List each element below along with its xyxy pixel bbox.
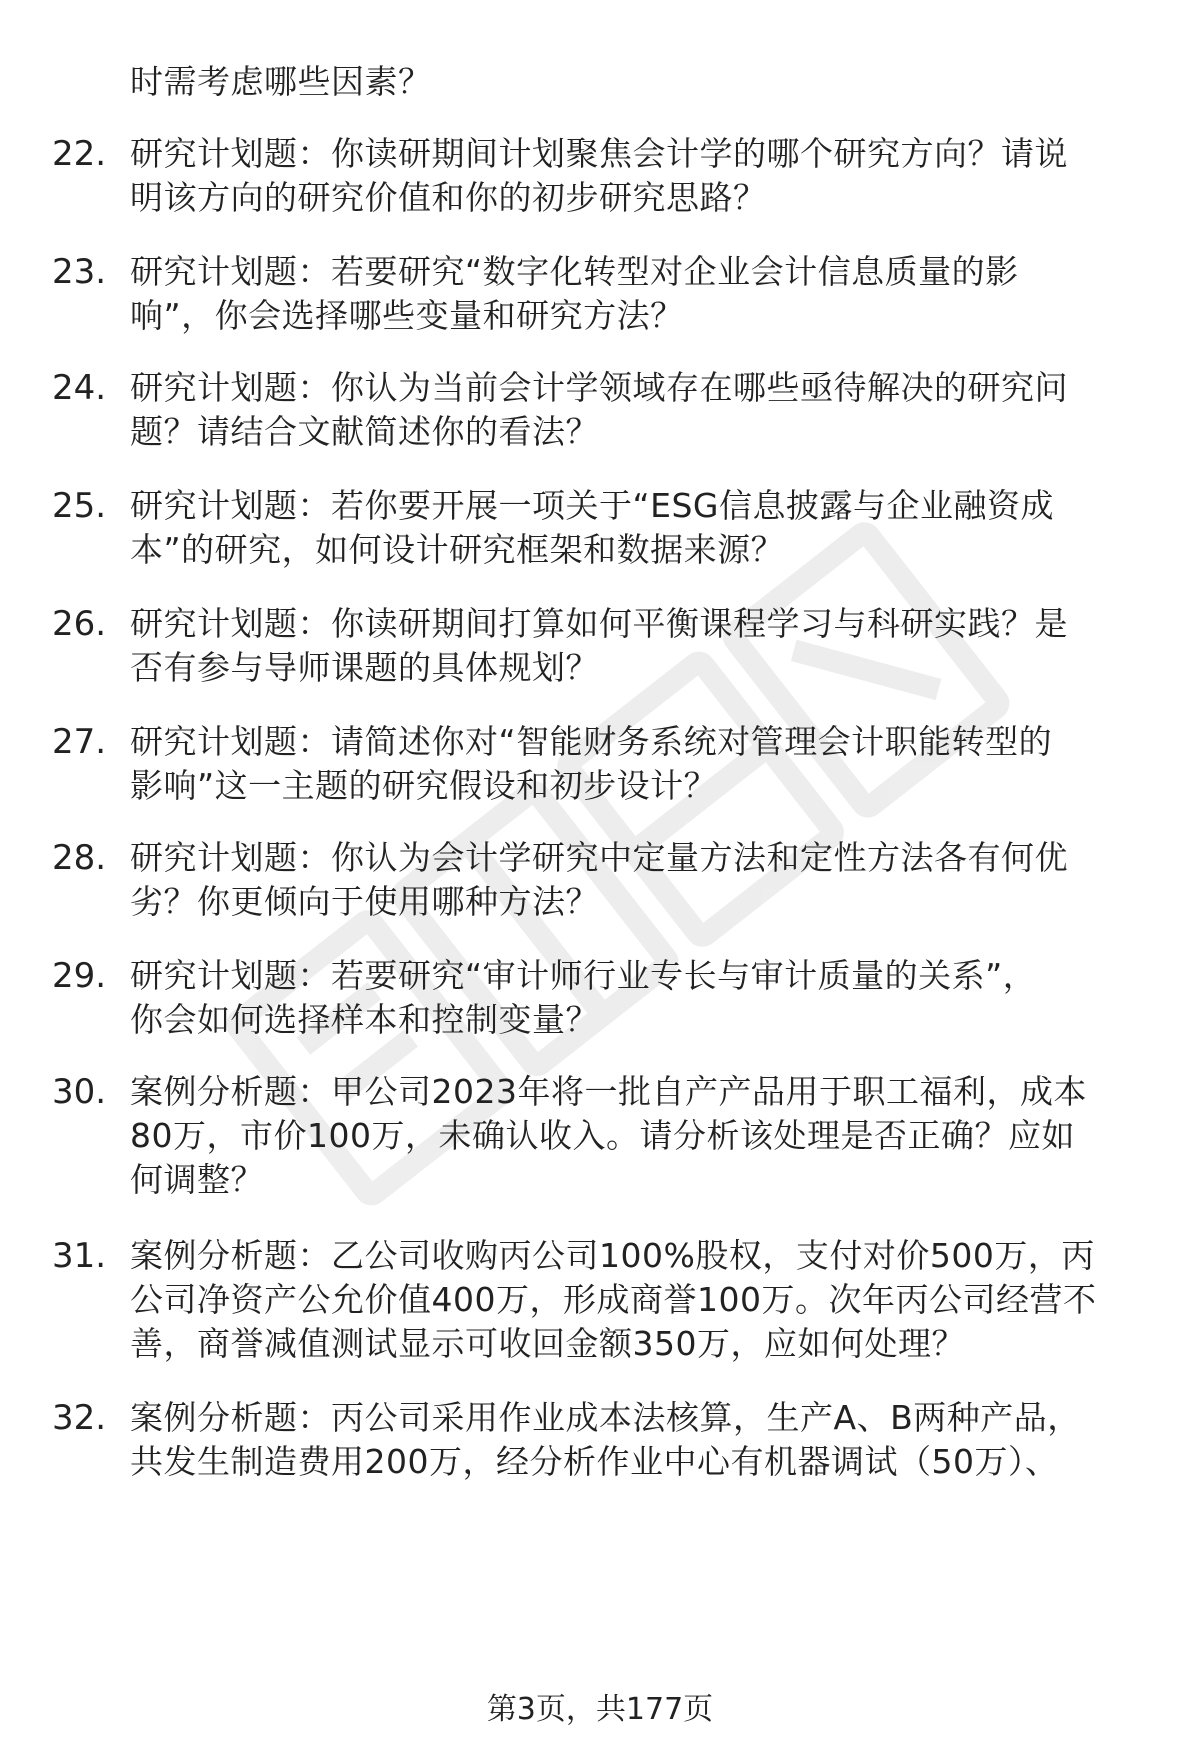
question-number: 32. (52, 1398, 107, 1438)
question-text-line: 劣？你更倾向于使用哪种方法？ (130, 882, 599, 921)
question-text-line: 研究计划题：请简述你对“智能财务系统对管理会计职能转型的 (130, 722, 1053, 761)
question-text-line: 研究计划题：若你要开展一项关于“ESG信息披露与企业融资成 (130, 486, 1054, 525)
question-number: 27. (52, 722, 107, 762)
question-number: 28. (52, 838, 107, 878)
question-number: 30. (52, 1072, 107, 1112)
question-text-line: 善，商誉减值测试显示可收回金额350万，应如何处理？ (130, 1324, 965, 1363)
question-text-line: 80万，市价100万，未确认收入。请分析该处理是否正确？应如 (130, 1116, 1075, 1155)
question-number: 29. (52, 956, 107, 996)
question-number: 31. (52, 1236, 107, 1276)
question-number: 23. (52, 252, 107, 292)
question-text-line: 你会如何选择样本和控制变量？ (130, 1000, 599, 1039)
question-text-line: 影响”这一主题的研究假设和初步设计？ (130, 766, 718, 805)
question-text-line: 研究计划题：若要研究“数字化转型对企业会计信息质量的影 (130, 252, 1019, 291)
question-text-line: 响”，你会选择哪些变量和研究方法？ (130, 296, 684, 335)
question-text-line: 时需考虑哪些因素？ (130, 62, 432, 101)
question-number: 25. (52, 486, 107, 526)
question-text-line: 案例分析题：甲公司2023年将一批自产产品用于职工福利，成本 (130, 1072, 1087, 1111)
question-text-line: 题？请结合文献简述你的看法？ (130, 412, 599, 451)
question-text-line: 研究计划题：你读研期间打算如何平衡课程学习与科研实践？是 (130, 604, 1068, 643)
question-text-line: 研究计划题：你认为当前会计学领域存在哪些亟待解决的研究问 (130, 368, 1068, 407)
question-text-line: 案例分析题：乙公司收购丙公司100%股权，支付对价500万，丙 (130, 1236, 1095, 1275)
question-text-line: 研究计划题：你读研期间计划聚焦会计学的哪个研究方向？请说 (130, 134, 1068, 173)
question-text-line: 否有参与导师课题的具体规划？ (130, 648, 599, 687)
question-number: 26. (52, 604, 107, 644)
question-text-line: 公司净资产公允价值400万，形成商誉100万。次年丙公司经营不 (130, 1280, 1097, 1319)
question-text-line: 案例分析题：丙公司采用作业成本法核算，生产A、B两种产品， (130, 1398, 1081, 1437)
question-text-line: 本”的研究，如何设计研究框架和数据来源？ (130, 530, 785, 569)
question-text-line: 研究计划题：若要研究“审计师行业专长与审计质量的关系”， (130, 956, 1037, 995)
page-footer: 第3页，共177页 (486, 1692, 714, 1727)
question-number: 22. (52, 134, 107, 174)
question-number: 24. (52, 368, 107, 408)
question-text-line: 共发生制造费用200万，经分析作业中心有机器调试（50万）、 (130, 1442, 1059, 1481)
question-text-line: 何调整？ (130, 1160, 264, 1199)
question-text-line: 研究计划题：你认为会计学研究中定量方法和定性方法各有何优 (130, 838, 1068, 877)
question-text-line: 明该方向的研究价值和你的初步研究思路？ (130, 178, 767, 217)
